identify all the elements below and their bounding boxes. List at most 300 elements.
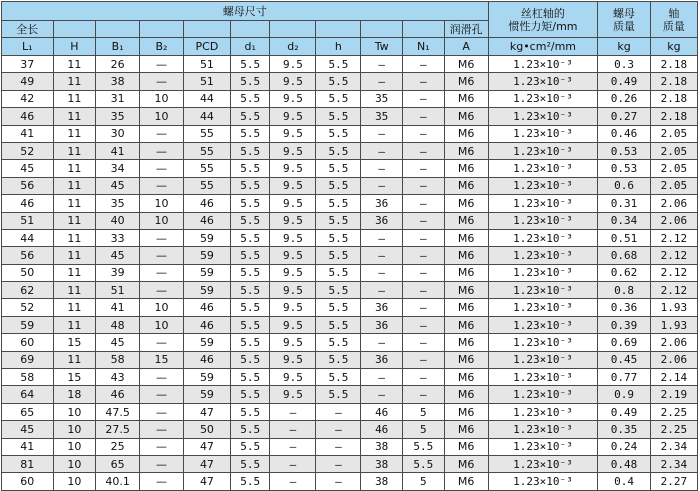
table-cell: M6 (444, 386, 488, 403)
table-cell: — (361, 177, 403, 194)
table-cell: — (316, 473, 361, 490)
table-cell: 10 (140, 316, 184, 333)
table-cell: — (140, 421, 184, 438)
table-cell: 0.36 (598, 299, 651, 316)
table-cell: 2.06 (650, 351, 697, 368)
table-cell: — (403, 334, 445, 351)
table-cell: 38 (96, 73, 140, 90)
table-cell: — (403, 125, 445, 142)
table-cell: 47 (183, 455, 230, 472)
table-cell: 9.5 (270, 386, 316, 403)
table-cell: 2.12 (650, 247, 697, 264)
col-n1: N₁ (403, 38, 445, 56)
table-cell: 5.5 (231, 90, 270, 107)
table-cell: 59 (183, 386, 230, 403)
table-cell: M6 (444, 438, 488, 455)
table-cell: 60 (2, 334, 54, 351)
table-cell: 2.05 (650, 125, 697, 142)
table-row (2, 299, 698, 316)
table-cell: — (403, 73, 445, 90)
table-cell: M6 (444, 264, 488, 281)
table-cell: 1.23×10⁻³ (488, 316, 598, 333)
table-cell: 0.3 (598, 56, 651, 73)
col-l1: L₁ (2, 38, 54, 56)
table-cell: 11 (53, 160, 96, 177)
table-cell: — (140, 264, 184, 281)
table-cell: 10 (53, 473, 96, 490)
table-cell: — (403, 108, 445, 125)
table-cell: 5.5 (231, 212, 270, 229)
table-cell: 5.5 (316, 351, 361, 368)
table-cell: 38 (361, 438, 403, 455)
spec-table (1, 1, 698, 491)
table-cell: 5.5 (316, 125, 361, 142)
table-cell: 45 (2, 421, 54, 438)
table-cell: 10 (53, 438, 96, 455)
table-cell: 1.23×10⁻³ (488, 212, 598, 229)
table-cell: — (361, 247, 403, 264)
table-cell: 0.31 (598, 195, 651, 212)
table-row (2, 229, 698, 246)
table-cell: — (316, 403, 361, 420)
table-cell: 1.23×10⁻³ (488, 56, 598, 73)
table-row (2, 212, 698, 229)
table-cell: 10 (140, 299, 184, 316)
table-cell: 5.5 (231, 247, 270, 264)
table-cell: 5.5 (231, 438, 270, 455)
table-cell: — (361, 160, 403, 177)
table-row (2, 177, 698, 194)
table-cell: 1.23×10⁻³ (488, 90, 598, 107)
table-cell: — (270, 421, 316, 438)
table-cell: — (140, 229, 184, 246)
table-cell: M6 (444, 421, 488, 438)
table-cell: M6 (444, 351, 488, 368)
table-cell: 11 (53, 351, 96, 368)
table-cell: 2.18 (650, 56, 697, 73)
table-cell: 5.5 (316, 264, 361, 281)
table-cell: 0.51 (598, 229, 651, 246)
table-row (2, 455, 698, 472)
table-row (2, 369, 698, 386)
table-cell: 41 (2, 125, 54, 142)
col-tw: Tw (361, 38, 403, 56)
table-cell: 5.5 (231, 195, 270, 212)
table-cell: 5.5 (231, 351, 270, 368)
table-cell: 11 (53, 125, 96, 142)
table-cell: 10 (53, 403, 96, 420)
table-cell: 9.5 (270, 351, 316, 368)
table-cell: 1.23×10⁻³ (488, 160, 598, 177)
table-cell: 1.23×10⁻³ (488, 108, 598, 125)
table-cell: 9.5 (270, 334, 316, 351)
table-cell: — (140, 247, 184, 264)
table-cell: 2.18 (650, 90, 697, 107)
table-cell: 26 (96, 56, 140, 73)
shaft-mass-header (650, 2, 697, 38)
table-cell: 59 (183, 247, 230, 264)
table-cell: 35 (96, 195, 140, 212)
table-cell: 60 (2, 473, 54, 490)
table-cell: 50 (183, 421, 230, 438)
table-cell: 62 (2, 282, 54, 299)
table-cell: 1.23×10⁻³ (488, 142, 598, 159)
table-cell: — (140, 455, 184, 472)
table-cell: 10 (140, 212, 184, 229)
table-cell: 2.06 (650, 334, 697, 351)
table-cell: 36 (361, 299, 403, 316)
table-cell: 2.25 (650, 421, 697, 438)
table-cell: — (140, 177, 184, 194)
table-cell: 11 (53, 299, 96, 316)
table-cell: 59 (183, 369, 230, 386)
table-cell: 59 (183, 229, 230, 246)
col-h-small: h (316, 38, 361, 56)
lube-hole-header: 润滑孔 (444, 21, 488, 38)
table-cell: 1.23×10⁻³ (488, 282, 598, 299)
table-row (2, 282, 698, 299)
table-cell: 5.5 (231, 282, 270, 299)
table-cell: 9.5 (270, 195, 316, 212)
table-cell: 59 (183, 282, 230, 299)
table-cell: 2.12 (650, 264, 697, 281)
table-cell: 65 (2, 403, 54, 420)
table-cell: 46 (361, 403, 403, 420)
table-cell: 5.5 (316, 212, 361, 229)
table-cell: 5.5 (231, 142, 270, 159)
table-cell: — (361, 229, 403, 246)
table-cell: 11 (53, 195, 96, 212)
table-cell: 45 (96, 177, 140, 194)
table-cell: — (361, 369, 403, 386)
table-cell: 0.53 (598, 160, 651, 177)
table-cell: 39 (96, 264, 140, 281)
table-row (2, 195, 698, 212)
table-cell: 0.9 (598, 386, 651, 403)
table-cell: — (140, 403, 184, 420)
table-cell: M6 (444, 282, 488, 299)
table-cell: 1.23×10⁻³ (488, 247, 598, 264)
table-cell: 55 (183, 142, 230, 159)
table-cell: 0.4 (598, 473, 651, 490)
table-cell: 59 (2, 316, 54, 333)
table-cell: 5.5 (316, 229, 361, 246)
col-inertia-unit: kg•cm²/mm (488, 38, 598, 56)
table-cell: M6 (444, 212, 488, 229)
table-cell: 2.27 (650, 473, 697, 490)
table-cell: 1.23×10⁻³ (488, 177, 598, 194)
table-row (2, 264, 698, 281)
table-cell: 5.5 (231, 108, 270, 125)
table-cell: — (403, 229, 445, 246)
table-row (2, 473, 698, 490)
table-cell: 9.5 (270, 316, 316, 333)
table-cell: — (403, 316, 445, 333)
table-cell: — (403, 195, 445, 212)
table-cell: — (361, 264, 403, 281)
shaft-inertia-title-line2: 惯性力矩/mm (508, 19, 578, 33)
table-cell: 1.23×10⁻³ (488, 334, 598, 351)
table-cell: M6 (444, 177, 488, 194)
table-cell: 47 (183, 473, 230, 490)
table-cell: 46 (2, 195, 54, 212)
table-cell: 31 (96, 90, 140, 107)
col-d1: d₁ (231, 38, 270, 56)
table-cell: 2.12 (650, 282, 697, 299)
table-row (2, 351, 698, 368)
table-cell: 5.5 (403, 438, 445, 455)
table-cell: 5.5 (231, 369, 270, 386)
table-cell: 9.5 (270, 177, 316, 194)
table-cell: — (270, 403, 316, 420)
table-cell: 35 (361, 108, 403, 125)
table-cell: 47.5 (96, 403, 140, 420)
table-cell: 11 (53, 73, 96, 90)
table-cell: 0.62 (598, 264, 651, 281)
table-cell: 2.25 (650, 403, 697, 420)
table-cell: 2.19 (650, 386, 697, 403)
table-cell: M6 (444, 334, 488, 351)
table-cell: 2.05 (650, 177, 697, 194)
table-cell: — (403, 177, 445, 194)
table-cell: — (140, 334, 184, 351)
table-cell: 5.5 (231, 386, 270, 403)
table-cell: 40 (96, 212, 140, 229)
blank-header-pcd (183, 21, 230, 38)
table-cell: 0.77 (598, 369, 651, 386)
table-cell: 5.5 (316, 90, 361, 107)
table-cell: — (361, 142, 403, 159)
table-cell: 51 (2, 212, 54, 229)
table-cell: 51 (183, 56, 230, 73)
table-cell: — (270, 455, 316, 472)
table-row (2, 56, 698, 73)
table-cell: 2.05 (650, 142, 697, 159)
table-cell: 0.49 (598, 73, 651, 90)
table-cell: — (403, 386, 445, 403)
table-cell: 35 (96, 108, 140, 125)
table-row (2, 386, 698, 403)
table-cell: 9.5 (270, 229, 316, 246)
table-cell: 5.5 (231, 473, 270, 490)
table-cell: 55 (183, 125, 230, 142)
table-cell: 9.5 (270, 56, 316, 73)
table-cell: 11 (53, 177, 96, 194)
table-cell: 5.5 (231, 125, 270, 142)
table-cell: 42 (2, 90, 54, 107)
table-cell: 9.5 (270, 73, 316, 90)
table-cell: 9.5 (270, 160, 316, 177)
table-cell: 58 (96, 351, 140, 368)
table-cell: 15 (140, 351, 184, 368)
table-cell: 18 (53, 386, 96, 403)
table-cell: 5.5 (231, 299, 270, 316)
table-cell: 1.23×10⁻³ (488, 455, 598, 472)
table-cell: 2.06 (650, 195, 697, 212)
table-cell: 5.5 (316, 299, 361, 316)
col-h: H (53, 38, 96, 56)
table-cell: 5.5 (231, 455, 270, 472)
table-cell: M6 (444, 195, 488, 212)
table-cell: 5.5 (403, 455, 445, 472)
table-cell: 11 (53, 264, 96, 281)
nut-dimensions-header: 螺母尺寸 (2, 2, 489, 21)
table-cell: 46 (183, 212, 230, 229)
table-cell: 5.5 (231, 229, 270, 246)
table-cell: 10 (140, 90, 184, 107)
table-cell: 9.5 (270, 212, 316, 229)
table-cell: 1.23×10⁻³ (488, 369, 598, 386)
table-cell: 37 (2, 56, 54, 73)
table-cell: 9.5 (270, 264, 316, 281)
table-cell: 56 (2, 177, 54, 194)
table-cell: 48 (96, 316, 140, 333)
table-cell: 46 (183, 316, 230, 333)
table-cell: 2.14 (650, 369, 697, 386)
table-cell: 0.35 (598, 421, 651, 438)
table-cell: 1.23×10⁻³ (488, 473, 598, 490)
table-cell: 27.5 (96, 421, 140, 438)
table-cell: 11 (53, 247, 96, 264)
table-cell: 15 (53, 369, 96, 386)
table-cell: 5.5 (231, 403, 270, 420)
table-cell: 5.5 (316, 142, 361, 159)
table-cell: — (140, 56, 184, 73)
table-cell: 0.69 (598, 334, 651, 351)
table-row (2, 125, 698, 142)
table-cell: — (316, 455, 361, 472)
table-cell: 0.24 (598, 438, 651, 455)
table-cell: 1.23×10⁻³ (488, 195, 598, 212)
table-cell: 36 (361, 316, 403, 333)
table-cell: 1.93 (650, 299, 697, 316)
table-cell: 0.26 (598, 90, 651, 107)
table-cell: 5.5 (316, 160, 361, 177)
col-b1: B₁ (96, 38, 140, 56)
table-cell: 5.5 (316, 108, 361, 125)
table-cell: 2.18 (650, 73, 697, 90)
table-cell: 5.5 (316, 73, 361, 90)
table-cell: — (403, 351, 445, 368)
table-cell: 11 (53, 282, 96, 299)
table-cell: 47 (183, 403, 230, 420)
table-cell: 9.5 (270, 247, 316, 264)
col-d2: d₂ (270, 38, 316, 56)
table-cell: 0.27 (598, 108, 651, 125)
table-cell: M6 (444, 403, 488, 420)
table-cell: — (140, 438, 184, 455)
table-cell: M6 (444, 160, 488, 177)
table-cell: 46 (183, 351, 230, 368)
table-cell: M6 (444, 473, 488, 490)
table-cell: 5.5 (231, 160, 270, 177)
table-cell: 5.5 (316, 282, 361, 299)
table-cell: 0.46 (598, 125, 651, 142)
table-row (2, 160, 698, 177)
table-row (2, 108, 698, 125)
table-cell: 5.5 (231, 421, 270, 438)
table-cell: 46 (96, 386, 140, 403)
table-cell: 36 (361, 212, 403, 229)
table-cell: M6 (444, 73, 488, 90)
table-cell: — (140, 142, 184, 159)
table-cell: 11 (53, 229, 96, 246)
table-row (2, 316, 698, 333)
table-cell: — (361, 56, 403, 73)
table-header (2, 2, 698, 56)
blank-header-h2 (316, 21, 361, 38)
length-header: 全长 (2, 21, 54, 38)
table-cell: 5 (403, 473, 445, 490)
table-cell: 44 (183, 108, 230, 125)
table-cell: 9.5 (270, 299, 316, 316)
table-row (2, 90, 698, 107)
table-cell: 2.12 (650, 229, 697, 246)
table-cell: 2.34 (650, 455, 697, 472)
table-cell: 5.5 (316, 195, 361, 212)
table-cell: M6 (444, 369, 488, 386)
table-cell: 36 (361, 351, 403, 368)
table-cell: — (361, 73, 403, 90)
table-cell: 30 (96, 125, 140, 142)
table-cell: 36 (361, 195, 403, 212)
table-cell: 38 (361, 473, 403, 490)
table-cell: 41 (96, 299, 140, 316)
table-cell: 52 (2, 299, 54, 316)
table-cell: 34 (96, 160, 140, 177)
table-cell: 15 (53, 334, 96, 351)
table-cell: — (140, 369, 184, 386)
table-cell: — (270, 473, 316, 490)
table-cell: 5 (403, 403, 445, 420)
table-cell: 0.8 (598, 282, 651, 299)
table-cell: 44 (183, 90, 230, 107)
table-cell: 69 (2, 351, 54, 368)
table-cell: 10 (53, 421, 96, 438)
table-cell: 9.5 (270, 369, 316, 386)
table-cell: 41 (2, 438, 54, 455)
table-cell: 81 (2, 455, 54, 472)
table-cell: 2.06 (650, 212, 697, 229)
table-cell: 5.5 (316, 316, 361, 333)
table-cell: 5 (403, 421, 445, 438)
table-cell: — (403, 264, 445, 281)
table-cell: 5.5 (316, 334, 361, 351)
table-cell: 11 (53, 56, 96, 73)
table-cell: — (403, 299, 445, 316)
col-b2: B₂ (140, 38, 184, 56)
table-cell: M6 (444, 455, 488, 472)
nut-mass-title-line1: 螺母 (613, 6, 636, 20)
table-cell: 5.5 (231, 56, 270, 73)
col-pcd: PCD (183, 38, 230, 56)
table-cell: 1.23×10⁻³ (488, 438, 598, 455)
table-cell: 5.5 (231, 73, 270, 90)
table-cell: 59 (183, 334, 230, 351)
table-cell: 5.5 (316, 369, 361, 386)
table-cell: M6 (444, 299, 488, 316)
table-cell: — (316, 438, 361, 455)
shaft-mass-title-line2: 质量 (662, 19, 685, 33)
table-cell: 1.23×10⁻³ (488, 421, 598, 438)
table-cell: 25 (96, 438, 140, 455)
table-cell: 46 (2, 108, 54, 125)
table-cell: 45 (2, 160, 54, 177)
table-row (2, 438, 698, 455)
table-cell: 47 (183, 438, 230, 455)
table-cell: 5.5 (231, 177, 270, 194)
table-cell: 56 (2, 247, 54, 264)
